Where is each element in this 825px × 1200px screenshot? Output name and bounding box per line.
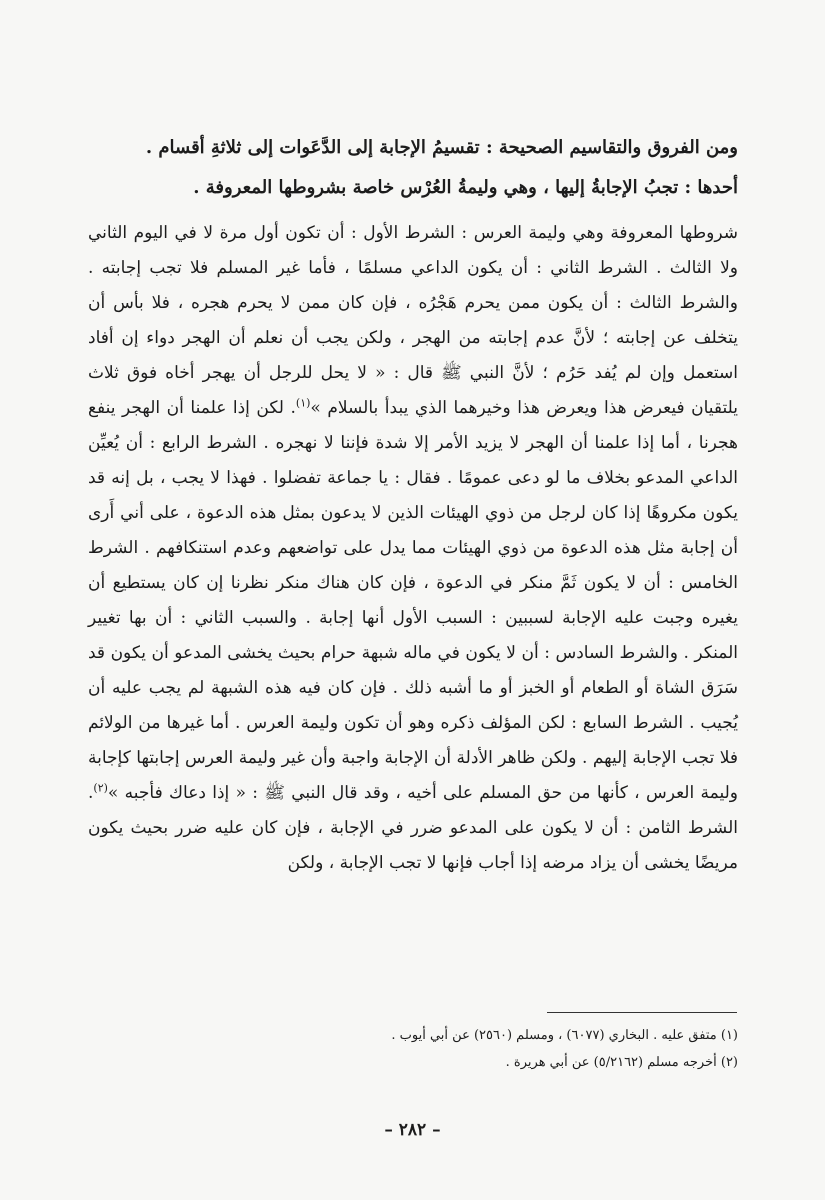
heading-line-2: أحدها : تجبُ الإجابةُ إليها ، وهي وليمةُ العُرْس خاصة بشروطها المعروفة . bbox=[193, 177, 738, 198]
footnote-ref-2: (٢) bbox=[93, 781, 108, 795]
body-text-part-1: شروطها المعروفة وهي وليمة العرس : الشرط الأول : أن تكون أول مرة لا في اليوم الثاني ولا الثالث . الشرط الثاني : أن يكون الداعي مسلمًا ، فأما غير المسلم فلا تجب إجابته . والشرط الثالث : أن يكون ممن يحرم هَجْرُه ، فإن كان ممن لا يحرم هجره ، فلا بأس أن يتخلف عن إجابته ؛ لأنَّ عدم إجابته من الهجر ، ولكن يجب أن نعلم أن الهجر دواء إن أفاد استعمل وإن لم يُفد حَرُم ؛ لأنَّ النبي ﷺ قال : « لا يحل للرجل أن يهجر أخاه فوق ثلاث يلتقيان فيعرض هذا ويعرض هذا وخيرهما الذي يبدأ بالسلام » bbox=[88, 223, 738, 418]
footnote-separator bbox=[547, 1012, 737, 1013]
footnote-1: (١) متفق عليه . البخاري (٦٠٧٧) ، ومسلم (٢٥٦٠) عن أبي أيوب . bbox=[391, 1028, 738, 1043]
body-text-part-2: . لكن إذا علمنا أن الهجر ينفع هجرنا ، أما إذا علمنا أن الهجر لا يزيد الأمر إلا شدة فإننا لا نهجره . الشرط الرابع : أن يُعيِّن الداعي المدعو بخلاف ما لو دعى عمومًا . فقال : يا جماعة تفضلوا . فهذا لا يجب ، بل إنه قد يكون مكروهًا إذا كان لرجل من ذوي الهيئات الذين لا يدعون بمثل هذه الدعوة ، على أني أَرى أن إجابة مثل هذه الدعوة من ذوي الهيئات مما يدل على تواضعهم وعدم استنكافهم . الشرط الخامس : أن لا يكون ثَمَّ منكر في الدعوة ، فإن كان هناك منكر نظرنا إن كان يستطيع أن يغيره وجبت عليه الإجابة لسببين : السبب الأول أنها إجابة . والسبب الثاني : أن بها تغيير المنكر . والشرط السادس : أن لا يكون في ماله شبهة حرام بحيث يخشى المدعو أن يكون قد سَرَق الشاة أو الطعام أو الخبز أو ما أشبه ذلك . فإن كان فيه هذه الشبهة لم يجب عليه أن يُجيب . الشرط السابع : لكن المؤلف ذكره وهو أن تكون وليمة العرس . أما غيرها من الولائم فلا تجب الإجابة إليهم . ولكن ظاهر الأدلة أن الإجابة واجبة وأن غير وليمة العرس إجابتها كإجابة وليمة العرس ، كأنها من حق المسلم على أخيه ، وقد قال النبي ﷺ : « إذا دعاك فأجبه » bbox=[88, 398, 738, 803]
footnote-2: (٢) أخرجه مسلم (٥/٢١٦٢) عن أبي هريرة . bbox=[505, 1055, 738, 1070]
body-text-part-3: . الشرط الثامن : أن لا يكون على المدعو ضرر في الإجابة ، فإن كان عليه ضرر بحيث يكون مريضًا يخشى أن يزاد مرضه إذا أجاب فإنها لا تجب الإجابة ، ولكن bbox=[88, 783, 738, 873]
body-paragraph bbox=[88, 216, 738, 881]
footnotes bbox=[88, 1022, 738, 1076]
section-heading bbox=[88, 128, 738, 208]
page-number: – ٢٨٢ – bbox=[384, 1120, 441, 1140]
body-text bbox=[88, 216, 738, 881]
heading-line-1: ومن الفروق والتقاسيم الصحيحة : تقسيمُ الإجابة إلى الدَّعَوات إلى ثلاثةِ أقسام . bbox=[145, 137, 738, 158]
footnote-ref-1: (١) bbox=[295, 396, 311, 410]
